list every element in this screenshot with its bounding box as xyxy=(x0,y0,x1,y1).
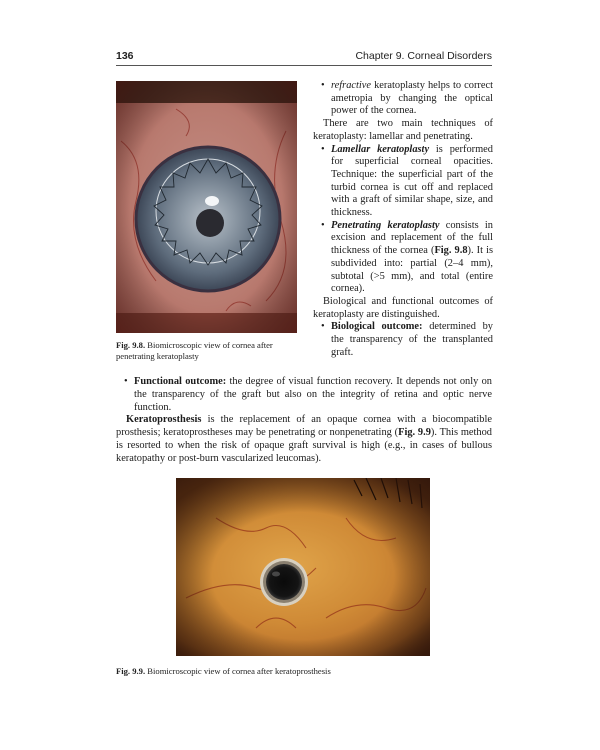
figure-9-9-label: Fig. 9.9. xyxy=(116,666,146,676)
chapter-title: Chapter 9. Corneal Disorders xyxy=(355,50,492,62)
refractive-text: keratoplasty helps to correct ametropia by changing the optical power of the cornea. xyxy=(331,80,493,117)
biological-text: determined by the transparency of the transplanted graft. xyxy=(331,321,493,358)
keratoprosthesis-term: Keratoprosthesis xyxy=(126,414,202,426)
page-number: 136 xyxy=(116,50,134,62)
figure-9-9-reference: Fig. 9.9 xyxy=(398,427,431,439)
penetrating-text-2: ). It is subdivided into: partial (2–4 mm), subtotal (>5 mm), and total (entire cornea). xyxy=(331,245,493,295)
running-head xyxy=(116,48,492,64)
figure-9-9-photo xyxy=(176,478,430,656)
keratoprosthesis-text-1: is the replacement of an opaque cornea with a biocompatible prosthesis; keratoprostheses may be penetrating or nonpenetrating ( xyxy=(116,414,492,439)
full-width-text xyxy=(116,376,492,466)
eye-keratoprosthesis-illustration xyxy=(176,478,430,656)
header-rule xyxy=(116,65,492,66)
penetrating-text-1: consists in excision and replacement of the full thickness of the cornea ( xyxy=(331,219,493,257)
bullet-biological xyxy=(313,321,493,359)
functional-term: Functional outcome: xyxy=(134,376,227,387)
right-column-text xyxy=(313,80,493,359)
bullet-refractive xyxy=(313,80,493,118)
bullet-penetrating xyxy=(313,220,493,296)
figure-9-8-caption xyxy=(116,340,302,362)
techniques-intro: There are two main techniques of keratoplasty: lamellar and penetrating. xyxy=(313,118,493,142)
figure-9-8-caption-text: Biomicroscopic view of cornea after penetrating keratoplasty xyxy=(116,340,273,361)
biological-term: Biological outcome: xyxy=(331,321,423,333)
bullet-lamellar xyxy=(313,144,493,220)
bullet-functional xyxy=(116,376,492,414)
penetrating-term: Penetrating keratoplasty xyxy=(331,219,440,231)
eye-keratoplasty-illustration xyxy=(116,81,297,333)
figure-9-9-caption-text: Biomicroscopic view of cornea after keratoprosthesis xyxy=(147,666,331,676)
figure-9-8-photo xyxy=(116,81,297,333)
figure-9-8-label: Fig. 9.8. xyxy=(116,340,146,350)
figure-9-8-reference: Fig. 9.8 xyxy=(434,245,468,257)
lamellar-term: Lamellar keratoplasty xyxy=(331,143,430,155)
refractive-term: refractive xyxy=(331,80,372,91)
keratoprosthesis-text-2: ). This method is resorted to when the risk of opaque graft survival is high (e.g., in cases of bullous keratopathy or post-burn vascularized leucomas). xyxy=(116,427,492,464)
figure-9-9-caption xyxy=(116,666,496,677)
outcomes-intro: Biological and functional outcomes of keratoplasty are distinguished. xyxy=(313,295,493,320)
functional-text: the degree of visual function recovery. It depends not only on the transparency of the graft but also on the integrity of retina and optic nerve function. xyxy=(134,376,492,413)
lamellar-text: is performed for superficial corneal opacities. Technique: the superficial part of the turbid cornea is cut off and replaced with a graft of similar shape, size, and thickness. xyxy=(331,143,493,219)
keratoprosthesis-paragraph xyxy=(116,414,492,465)
